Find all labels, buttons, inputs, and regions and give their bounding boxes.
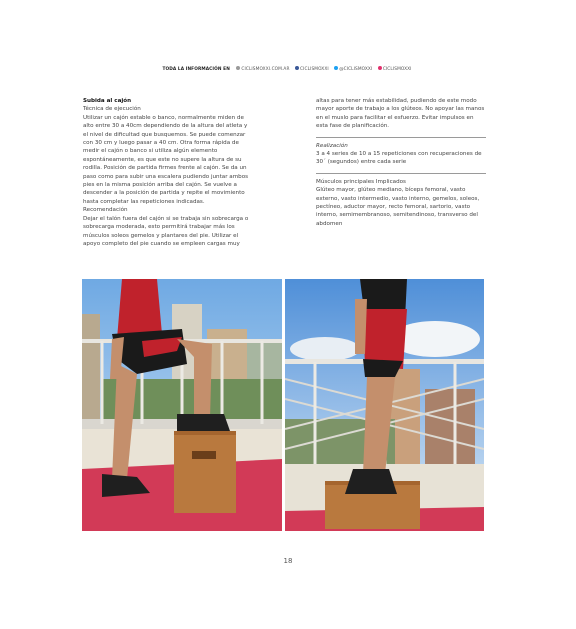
- twitter-icon: [334, 66, 338, 70]
- realizacion-text: 3 a 4 series de 10 a 15 repeticiones con recuperaciones de 30´ (segundos) entre cada serie: [316, 151, 482, 166]
- left-column: [83, 97, 253, 248]
- page-number: 18: [283, 557, 293, 565]
- section-title: Subida al cajón: [83, 98, 132, 104]
- technique-text: Utilizar un cajón estable o banco, normalmente miden de alto entre 30 a 40cm dependiendo de la altura del atleta y el nivel de dificultad que busquemos. Se puede comenzar con 30 cm y luego pasar a 40 cm. Otra forma rápida de medir el cajón o banco si utiliza algún elemento espontáneamente, es que este no supere la altura de su rodilla. Posición de partida firmes frente al cajón. Se da un paso como para subir una escalera pudiendo juntar ambos pies en la misma posición arriba del cajón. Se vuelve a descender a la posición de partida y repite el movimiento hasta completar las repeticiones indicadas.: [83, 114, 249, 205]
- header-item-twitter[interactable]: @CICLISMOXXI: [334, 67, 372, 72]
- globe-icon: [236, 66, 240, 70]
- exercise-photo-step-up: [82, 279, 282, 531]
- exercise-photo-side-view: [285, 279, 484, 531]
- header-item-instagram[interactable]: CICLISMOXXI: [378, 67, 412, 72]
- header-item-facebook[interactable]: CICLISMOXXI: [295, 67, 329, 72]
- header-bar: [0, 66, 576, 72]
- right-column: [316, 97, 486, 228]
- facebook-icon: [295, 66, 299, 70]
- muscles-text: Glúteo mayor, glúteo mediano, bíceps femoral, vasto externo, vasto intermedio, vasto interno, gemelos, soleos, pectíneo, aductor mayor, recto femoral, sartorio, vasto interno, semimembranoso, semitendinoso, transverso del abdomen: [316, 187, 480, 227]
- realizacion-title: Realización: [316, 142, 348, 149]
- continuation-text: altas para tener más estabilidad, pudiendo de este modo mayor aporte de trabajo a los glúteos. No apoyar las manos en el muslo para facilitar el esfuerzo. Evitar impulsos en esta fase de planificación.: [316, 98, 485, 130]
- instagram-icon: [378, 66, 382, 70]
- recommendation-text: Dejar el talón fuera del cajón si se trabaja sin sobrecarga o sobrecarga moderada, esto permitirá trabajar más los músculos soleos gemelos y plantares del pie. Utilizar el apoyo completo del pie cuando se empleen cargas muy: [83, 215, 249, 247]
- divider: [316, 173, 486, 174]
- header-lead: TODA LA INFORMACIÓN EN: [162, 66, 230, 72]
- divider: [316, 137, 486, 138]
- recommendation-title: Recomendación: [83, 207, 128, 214]
- muscles-title: Músculos principales Implicados: [316, 178, 406, 185]
- header-item-web[interactable]: CICLISMOXXI.COM.AR: [236, 67, 289, 72]
- technique-subtitle: Técnica de ejecución: [83, 106, 141, 113]
